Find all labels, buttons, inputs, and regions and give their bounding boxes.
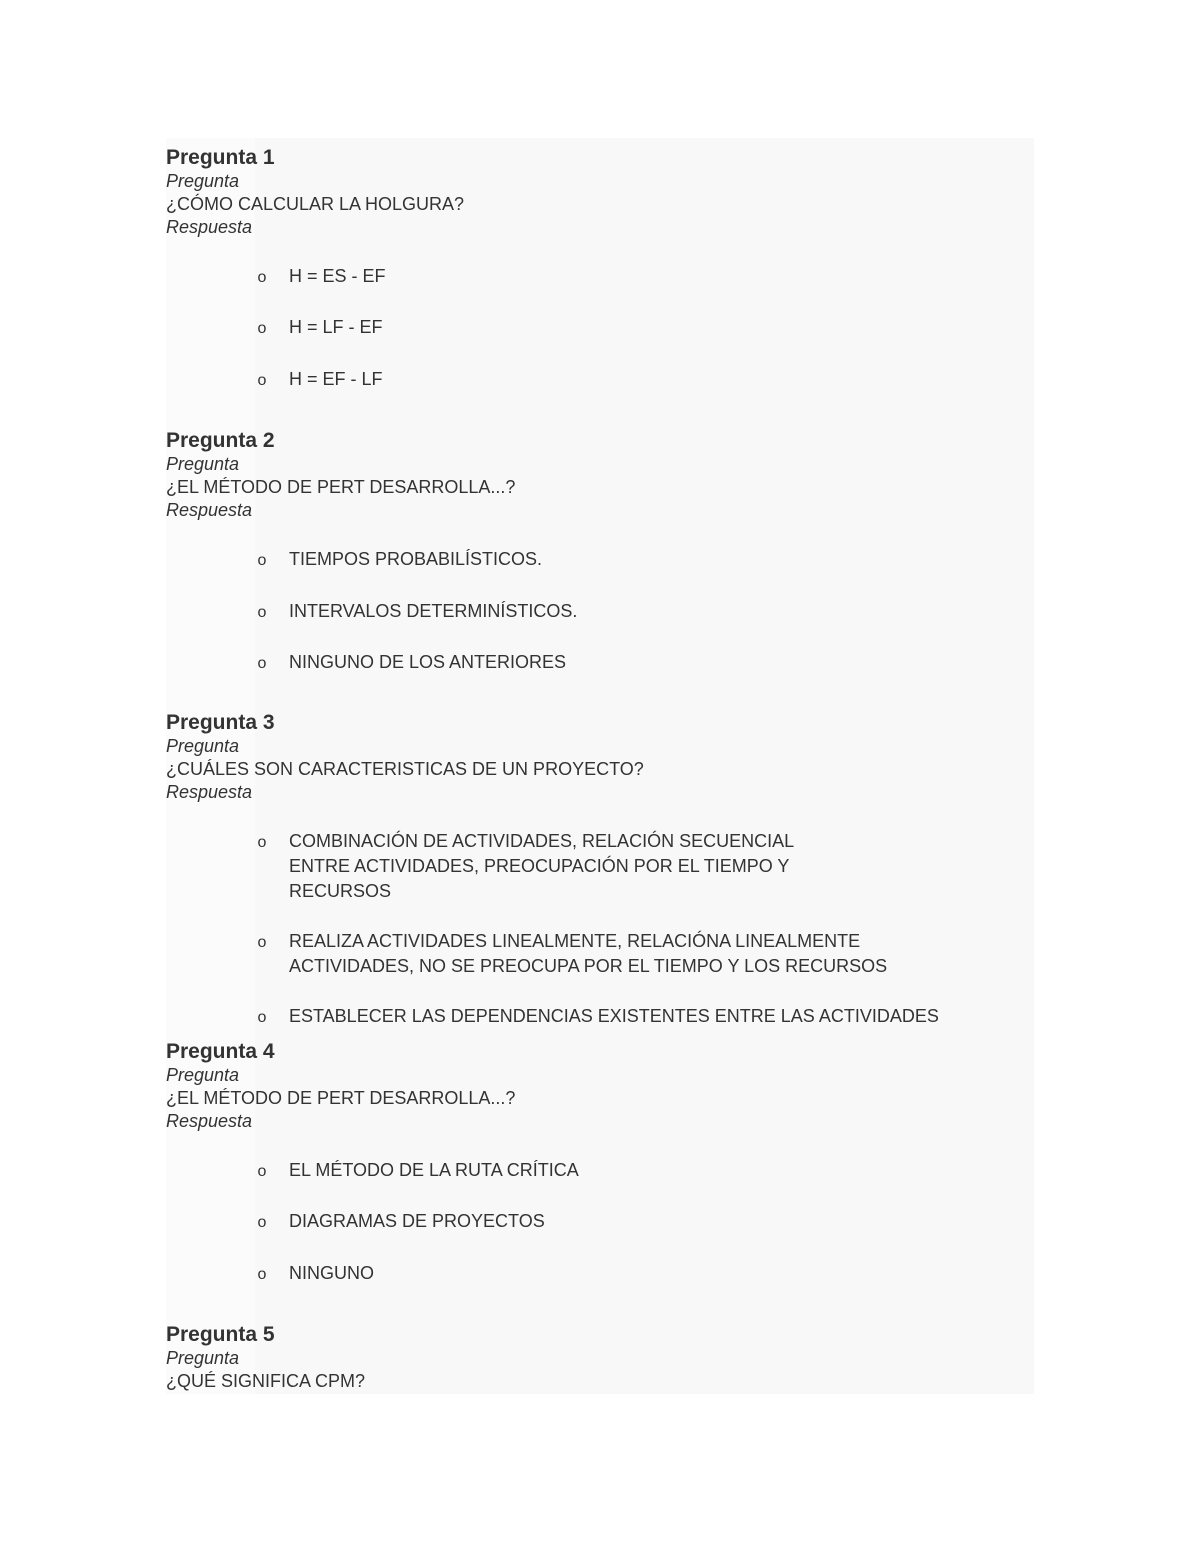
answer-label: Respuesta	[166, 500, 253, 520]
answer-option[interactable]	[166, 1261, 1034, 1286]
answer-option[interactable]	[166, 829, 926, 904]
answer-option[interactable]	[166, 315, 1034, 340]
answer-option[interactable]	[166, 264, 1034, 289]
answer-text: H = LF - EF	[289, 317, 383, 337]
question-text: ¿QUÉ SIGNIFICA CPM?	[166, 1371, 366, 1391]
answer-option[interactable]	[166, 929, 926, 979]
answer-list	[166, 829, 939, 1029]
answer-list	[166, 1158, 1034, 1286]
answer-option[interactable]	[166, 547, 1034, 572]
bullet-icon: o	[257, 269, 267, 286]
question-title: Pregunta 2	[166, 429, 275, 452]
bullet-icon: o	[257, 655, 267, 672]
quiz-content	[166, 138, 1034, 1394]
answer-label: Respuesta	[166, 217, 253, 237]
question-label: Pregunta	[166, 454, 240, 474]
bullet-icon: o	[257, 320, 267, 337]
answer-text: COMBINACIÓN DE ACTIVIDADES, RELACIÓN SECUENCIAL ENTRE ACTIVIDADES, PREOCUPACIÓN POR EL TIEMPO Y RECURSOS	[289, 831, 794, 901]
answer-option[interactable]	[166, 1209, 1034, 1234]
bullet-icon: o	[257, 1214, 267, 1231]
question-3	[166, 711, 1034, 1029]
answer-option[interactable]	[166, 599, 1034, 624]
bullet-icon: o	[257, 834, 267, 851]
answer-label: Respuesta	[166, 1111, 253, 1131]
answer-option[interactable]	[166, 367, 1034, 392]
question-title: Pregunta 1	[166, 146, 275, 169]
bullet-icon: o	[257, 372, 267, 389]
bullet-icon: o	[257, 934, 267, 951]
bullet-icon: o	[257, 1266, 267, 1283]
answer-text: NINGUNO	[289, 1263, 374, 1283]
bullet-icon: o	[257, 1163, 267, 1180]
question-5	[166, 1323, 1034, 1393]
bullet-icon: o	[257, 1009, 267, 1026]
bullet-icon: o	[257, 604, 267, 621]
question-text: ¿EL MÉTODO DE PERT DESARROLLA...?	[166, 477, 516, 497]
answer-label: Respuesta	[166, 782, 253, 802]
question-label: Pregunta	[166, 1065, 240, 1085]
question-text: ¿CÓMO CALCULAR LA HOLGURA?	[166, 194, 465, 214]
answer-text: DIAGRAMAS DE PROYECTOS	[289, 1211, 545, 1231]
answer-option[interactable]	[166, 1158, 1034, 1183]
question-label: Pregunta	[166, 171, 240, 191]
answer-text: ESTABLECER LAS DEPENDENCIAS EXISTENTES ENTRE LAS ACTIVIDADES	[289, 1006, 939, 1026]
question-4	[166, 1040, 1034, 1286]
question-1	[166, 146, 1034, 392]
answer-text: INTERVALOS DETERMINÍSTICOS.	[289, 601, 578, 621]
answer-text: TIEMPOS PROBABILÍSTICOS.	[289, 549, 543, 569]
bullet-icon: o	[257, 552, 267, 569]
answer-text: H = ES - EF	[289, 266, 386, 286]
answer-text: NINGUNO DE LOS ANTERIORES	[289, 652, 567, 672]
question-label: Pregunta	[166, 736, 240, 756]
answer-text: H = EF - LF	[289, 369, 383, 389]
question-title: Pregunta 3	[166, 711, 275, 734]
question-title: Pregunta 4	[166, 1040, 275, 1063]
question-2	[166, 429, 1034, 675]
question-title: Pregunta 5	[166, 1323, 275, 1346]
answer-text: EL MÉTODO DE LA RUTA CRÍTICA	[289, 1160, 579, 1180]
question-label: Pregunta	[166, 1348, 240, 1368]
answer-option[interactable]	[166, 650, 1034, 675]
answer-list	[166, 264, 1034, 392]
answer-option[interactable]	[166, 1004, 1049, 1029]
answer-list	[166, 547, 1034, 675]
answer-text: REALIZA ACTIVIDADES LINEALMENTE, RELACIÓNA LINEALMENTE ACTIVIDADES, NO SE PREOCUPA POR EL TIEMPO Y LOS RECURSOS	[289, 931, 888, 976]
question-text: ¿EL MÉTODO DE PERT DESARROLLA...?	[166, 1088, 516, 1108]
question-text: ¿CUÁLES SON CARACTERISTICAS DE UN PROYECTO?	[166, 759, 644, 779]
